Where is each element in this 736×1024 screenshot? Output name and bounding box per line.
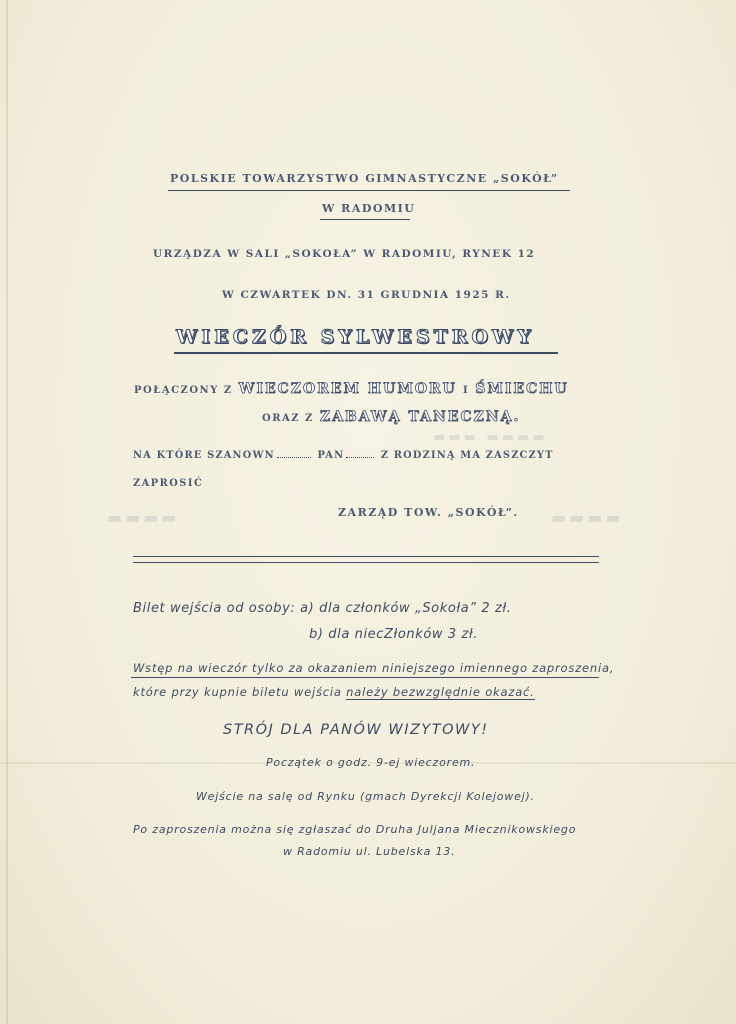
city-line-underline — [320, 219, 410, 220]
entry-note-underline — [131, 677, 599, 678]
invitations-info-line1: Po zaproszenia można się zgłaszać do Druha Juljana Miecznikowskiego — [133, 823, 577, 836]
show-through-mark: ▬▬▬▬ ▬▬▬ — [430, 430, 545, 445]
invitation-line-2: ZAPROSIĆ — [133, 478, 204, 489]
ticket-price-nonmembers: b) dla niecZłonków 3 zł. — [309, 627, 478, 642]
ticket-price-members: Bilet wejścia od osoby: a) dla członków „Sokoła” 2 zł. — [133, 601, 512, 616]
entry-note-line1: Wstęp na wieczór tylko za okazaniem niniejszego imiennego zaproszenia, — [133, 661, 615, 675]
dance-line: ORAZ Z ZABAWĄ TANECZNĄ. — [262, 409, 521, 425]
date-line: W CZWARTEK DN. 31 GRUDNIA 1925 R. — [222, 289, 511, 301]
venue-line: URZĄDZA W SALI „SOKOŁA” W RADOMIU, RYNEK 12 — [153, 248, 536, 260]
name-blank — [277, 457, 311, 458]
entrance-info: Wejście na salę od Rynku (gmach Dyrekcji Kolejowej). — [196, 790, 535, 803]
event-title: WIECZÓR SYLWESTROWY — [176, 326, 535, 348]
entry-note-line2: które przy kupnie biletu wejścia należy bezwzględnie okazać. — [133, 685, 535, 699]
event-title-underline — [174, 352, 558, 354]
signature-line: ZARZĄD TOW. „SOKÓŁ”. — [338, 506, 519, 519]
city-line: W RADOMIU — [322, 202, 416, 215]
combined-line: POŁĄCZONY Z WIECZOREM HUMORU I ŚMIECHU — [134, 381, 569, 397]
invitations-info-line2: w Radomiu ul. Lubelska 13. — [283, 845, 456, 858]
paper-edge-fold — [6, 0, 8, 1024]
name-blank — [346, 457, 374, 458]
section-divider — [133, 556, 599, 563]
dress-code: STRÓJ DLA PANÓW WIZYTOWY! — [223, 722, 489, 738]
show-through-mark: ▬▬▬▬ — [104, 508, 177, 527]
society-name: POLSKIE TOWARZYSTWO GIMNASTYCZNE „SOKÓŁ” — [170, 172, 559, 185]
invitation-line: NA KTÓRE SZANOWN PAN Z RODZINĄ MA ZASZCZYT — [133, 450, 554, 461]
start-time: Początek o godz. 9-ej wieczorem. — [266, 756, 476, 769]
show-through-mark: ▬▬▬▬ — [548, 508, 621, 527]
society-name-underline — [168, 190, 570, 191]
